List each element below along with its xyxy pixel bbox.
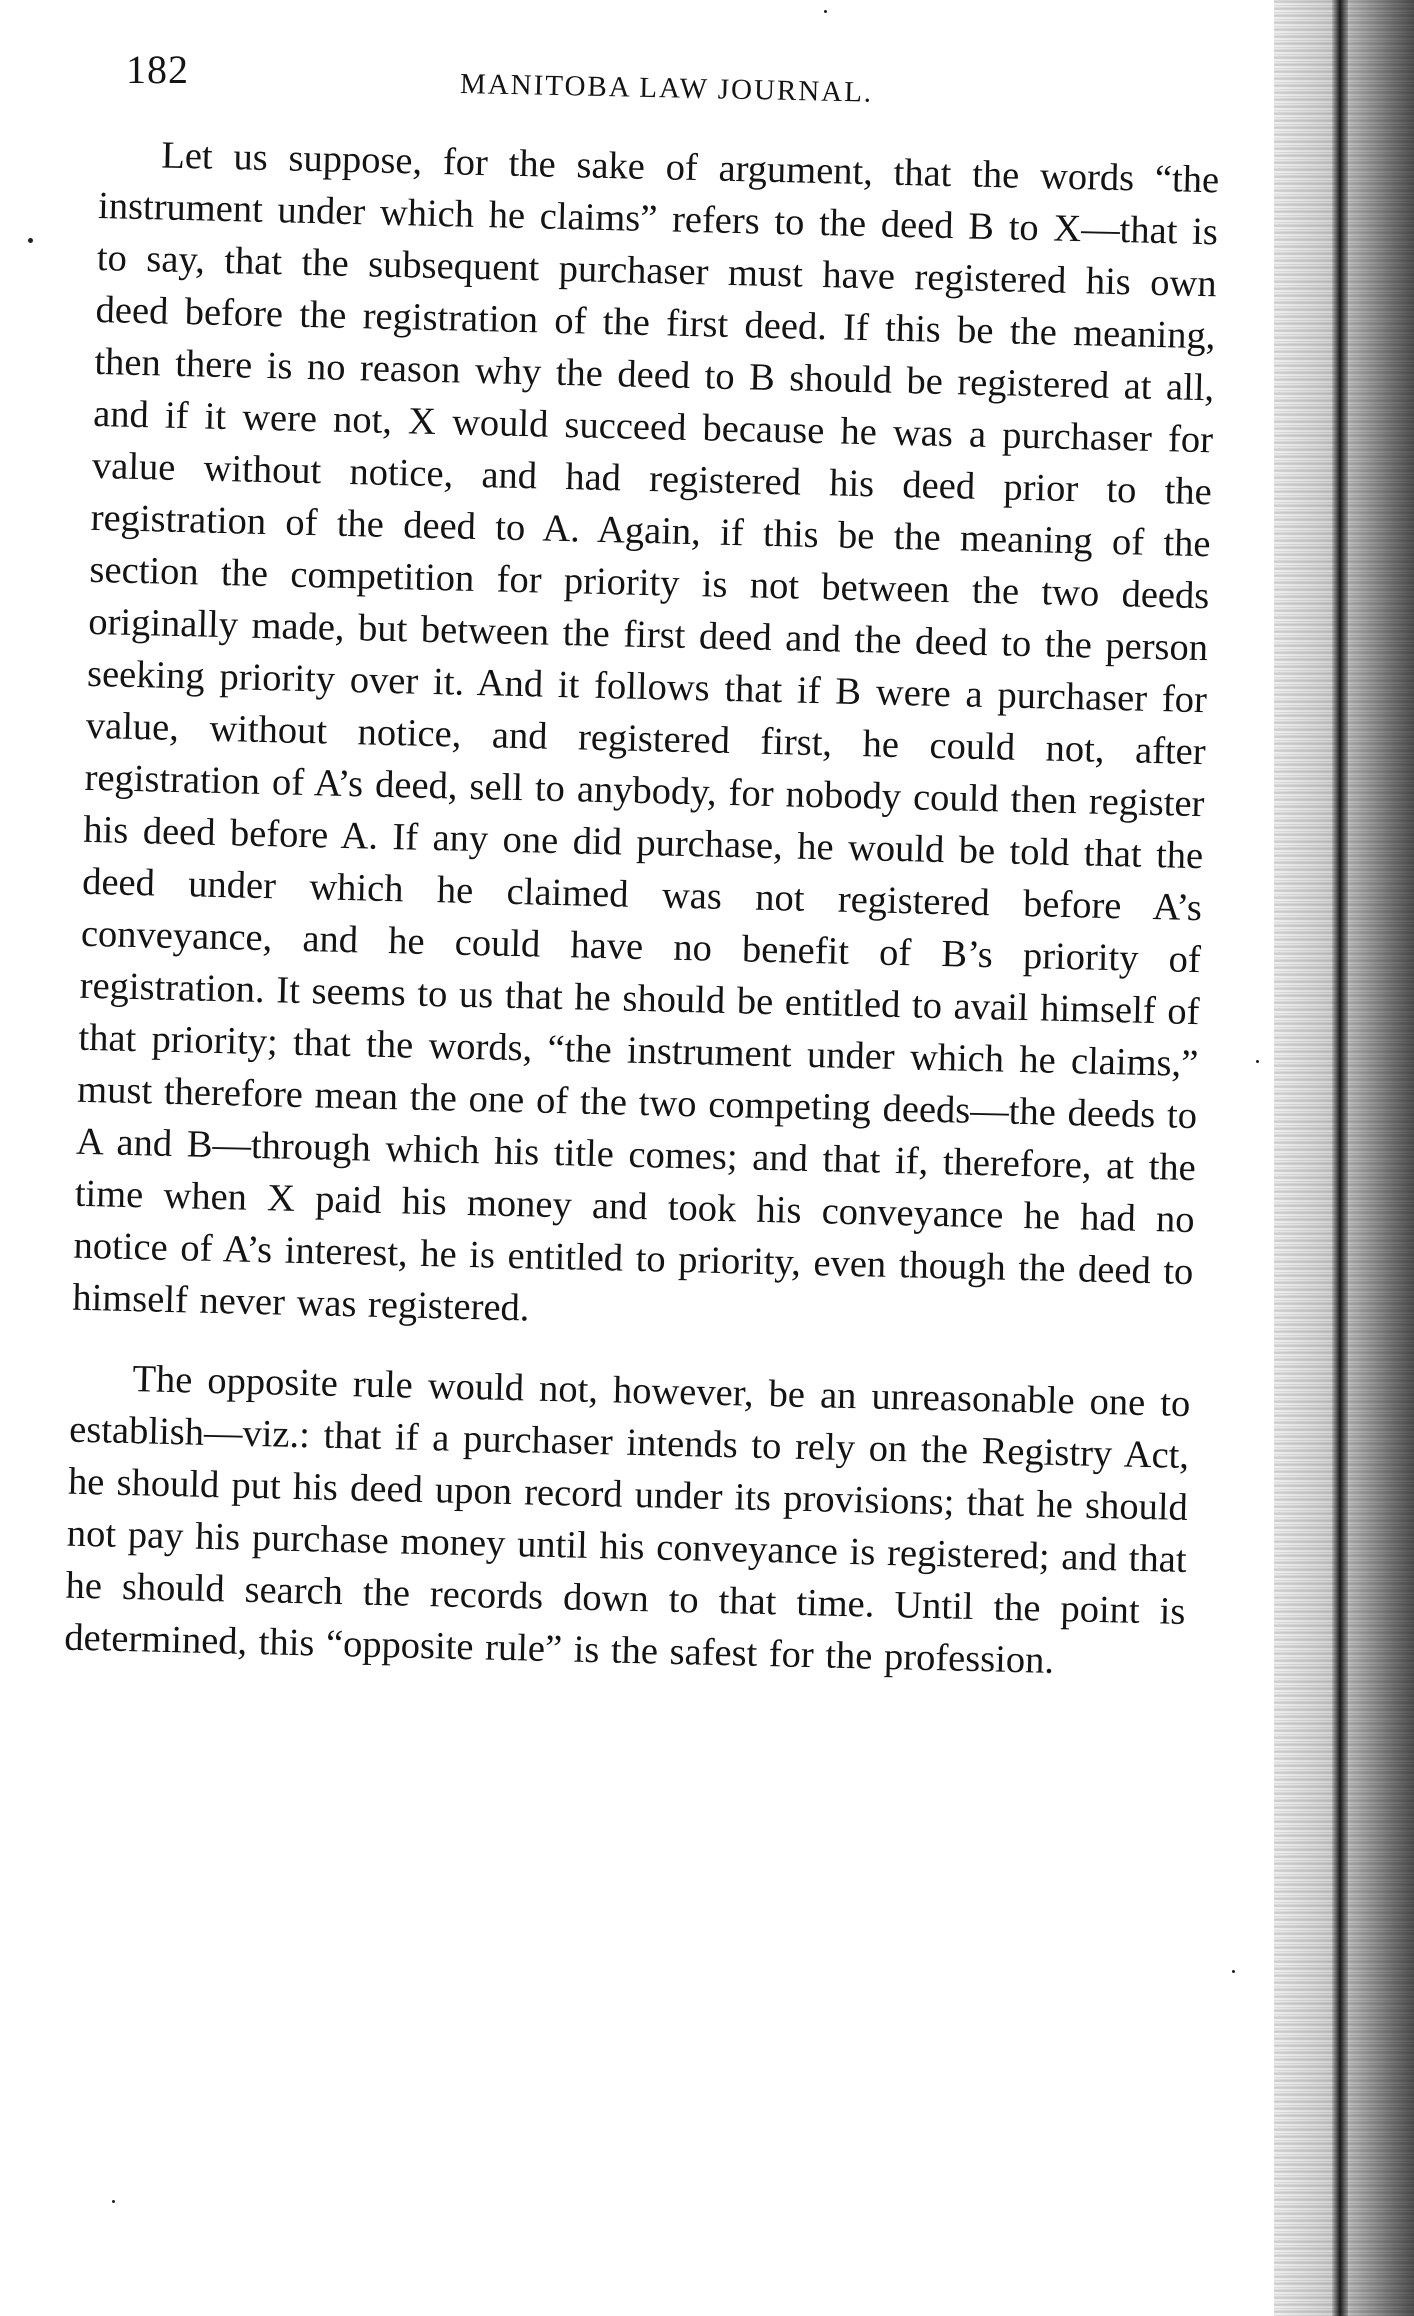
page-header: [120, 40, 1180, 110]
paragraph-2: The opposite rule would not, however, be an unreasonable one to establish—viz.: that if a purchaser intends to rely on the Registry Act, he should put his deed upon record under its provisions; that he should not pay his purchase money until his conveyance is registered; and that he should search the records down to that time. Until the point is determined, this “opposite rule” is the safest for the profession.: [63, 1358, 1191, 1682]
body-text: [64, 128, 1220, 1690]
scan-speck: [1256, 1060, 1259, 1063]
scan-speck: [28, 238, 33, 243]
scan-speck: [824, 10, 827, 13]
scan-speck: [112, 2200, 115, 2203]
page-number: 182: [126, 47, 189, 92]
running-head: MANITOBA LAW JOURNAL.: [459, 68, 874, 109]
paragraph-1: Let us suppose, for the sake of argument, that the words “the instrument under which he claims” refers to the deed B to X—that is to say, that the subsequent purchaser must have registered his own deed before the registration of the first deed. If this be the meaning, then there is no reason why the deed to B should be registered at all, and if it were not, X would succeed because he was a purchaser for value without notice, and had registered his deed prior to the registration of the deed to A. Again, if this be the meaning of the section the competition for priority is not between the two deeds originally made, but between the first deed and the deed to the person seeking priority over it. And it follows that if B were a purchaser for value, without notice, and registered first, he could not, after registration of A’s deed, sell to anybody, for nobody could then register his deed before A. If any one did purchase, he would be told that the deed under which he claimed was not registered before A’s conveyance, and he could have no benefit of B’s priority of registration. It seems to us that he should be entitled to avail himself of that priority; that the words, “the instrument under which he claims,” must therefore mean the one of the two competing deeds—the deeds to A and B—through which his title comes; and that if, therefore, at the time when X paid his money and took his conveyance he had no notice of A’s interest, he is entitled to priority, even though the deed to himself never was registered.: [71, 134, 1220, 1330]
scan-speck: [1232, 1970, 1235, 1973]
binding-edge-line: [1332, 0, 1348, 2316]
